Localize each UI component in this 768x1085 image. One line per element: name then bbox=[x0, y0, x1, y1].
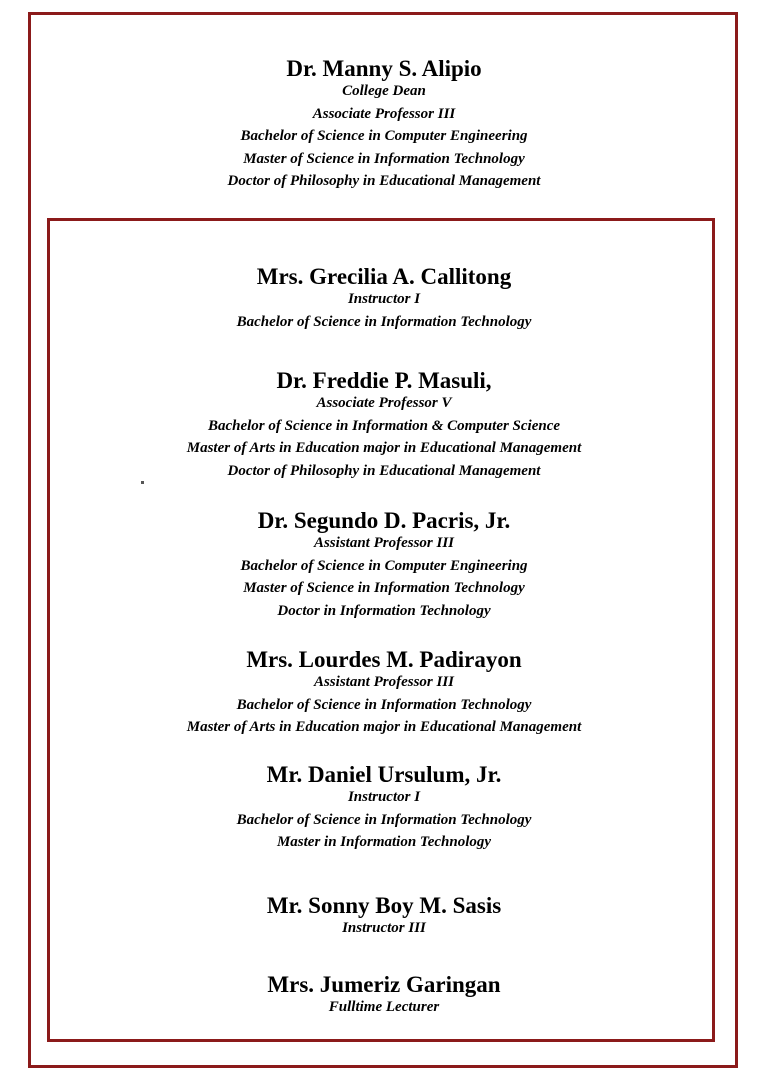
faculty-line: Instructor III bbox=[342, 920, 426, 936]
faculty-block bbox=[0, 762, 768, 854]
dean-line: Bachelor of Science in Computer Engineering bbox=[240, 128, 528, 144]
faculty-block bbox=[0, 972, 768, 1019]
faculty-line: Bachelor of Science in Information Technology bbox=[236, 811, 532, 828]
faculty-name: Mrs. Lourdes M. Padirayon bbox=[246, 647, 522, 672]
faculty-name: Dr. Freddie P. Masuli, bbox=[276, 368, 492, 393]
faculty-name: Mr. Daniel Ursulum, Jr. bbox=[266, 762, 502, 787]
dean-line: Doctor of Philosophy in Educational Management bbox=[227, 173, 541, 189]
faculty-line: Fulltime Lecturer bbox=[328, 999, 440, 1015]
faculty-name: Dr. Segundo D. Pacris, Jr. bbox=[257, 508, 511, 533]
dean-line: Master of Science in Information Technology bbox=[243, 150, 525, 167]
faculty-block bbox=[0, 264, 768, 333]
dean-name: Dr. Manny S. Alipio bbox=[286, 56, 482, 81]
faculty-line: Master of Arts in Education major in Educational Management bbox=[186, 719, 582, 735]
faculty-line: Doctor of Philosophy in Educational Management bbox=[227, 462, 541, 479]
faculty-line: Doctor in Information Technology bbox=[277, 602, 491, 619]
faculty-block bbox=[0, 368, 768, 482]
faculty-line: Assistant Professor III bbox=[313, 674, 455, 690]
dean-line: Associate Professor III bbox=[312, 105, 456, 122]
faculty-line: Bachelor of Science in Information Technology bbox=[236, 696, 532, 713]
dean-block bbox=[0, 56, 768, 193]
faculty-name: Mrs. Jumeriz Garingan bbox=[267, 972, 501, 997]
faculty-block bbox=[0, 647, 768, 739]
dean-line: College Dean bbox=[342, 83, 426, 99]
faculty-name: Mrs. Grecilia A. Callitong bbox=[256, 264, 512, 289]
faculty-line: Bachelor of Science in Computer Engineering bbox=[240, 557, 528, 574]
faculty-line: Instructor I bbox=[347, 789, 421, 805]
faculty-name: Mr. Sonny Boy M. Sasis bbox=[266, 893, 502, 918]
faculty-line: Master of Science in Information Technology bbox=[243, 580, 525, 596]
faculty-line: Instructor I bbox=[347, 291, 421, 307]
faculty-block bbox=[0, 893, 768, 940]
faculty-line: Bachelor of Science in Information & Computer Science bbox=[207, 417, 561, 434]
faculty-line: Master of Arts in Education major in Educational Management bbox=[186, 440, 582, 456]
faculty-line: Bachelor of Science in Information Technology bbox=[236, 313, 532, 330]
faculty-line: Master in Information Technology bbox=[276, 834, 492, 850]
faculty-line: Associate Professor V bbox=[316, 395, 452, 411]
faculty-line: Assistant Professor III bbox=[313, 535, 455, 551]
faculty-block bbox=[0, 508, 768, 622]
